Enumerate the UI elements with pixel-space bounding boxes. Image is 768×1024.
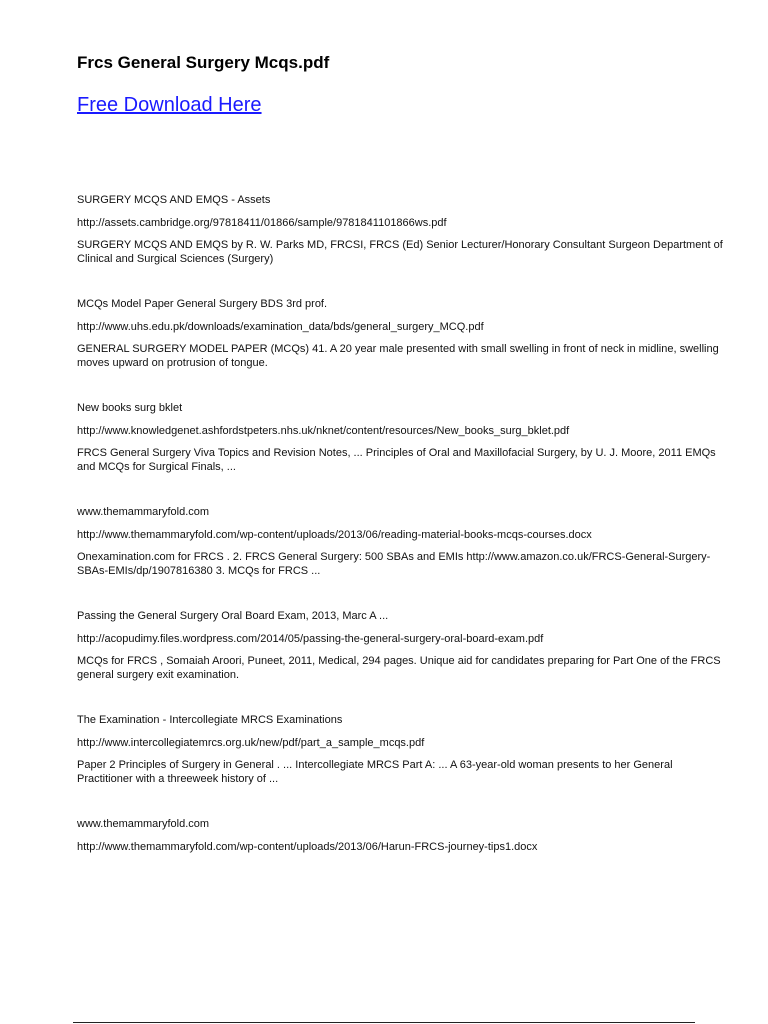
result-title: Passing the General Surgery Oral Board Exam, 2013, Marc A ... xyxy=(77,610,389,622)
result-url: http://acopudimy.files.wordpress.com/2014/05/passing-the-general-surgery-oral-board-exam.pdf xyxy=(77,632,544,645)
result-description: FRCS General Surgery Viva Topics and Revision Notes, ... Principles of Oral and Maxillofacial Surgery, by U. J. Moore, 2011 EMQs and MCQs for Surgical Finals, ... xyxy=(77,447,716,473)
result-entry xyxy=(77,610,727,682)
result-url: http://www.uhs.edu.pk/downloads/examination_data/bds/general_surgery_MCQ.pdf xyxy=(77,320,484,333)
result-description: GENERAL SURGERY MODEL PAPER (MCQs) 41. A 20 year male presented with small swelling in front of neck in midline, swelling moves upward on protrusion of tongue. xyxy=(77,343,719,369)
result-title: New books surg bklet xyxy=(77,402,183,414)
result-url: http://www.intercollegiatemrcs.org.uk/new/pdf/part_a_sample_mcqs.pdf xyxy=(77,736,425,749)
result-description: SURGERY MCQS AND EMQS by R. W. Parks MD, FRCSI, FRCS (Ed) Senior Lecturer/Honorary Consultant Surgeon Department of Clinical and Surgical Sciences (Surgery) xyxy=(77,239,723,265)
result-url: http://www.knowledgenet.ashfordstpeters.nhs.uk/nknet/content/resources/New_books_surg_bklet.pdf xyxy=(77,424,570,437)
result-entry xyxy=(77,298,727,370)
result-title: MCQs Model Paper General Surgery BDS 3rd prof. xyxy=(77,298,328,310)
result-entry xyxy=(77,714,727,786)
result-entry xyxy=(77,194,727,266)
result-description: MCQs for FRCS , Somaiah Aroori, Puneet, 2011, Medical, 294 pages. Unique aid for candidates preparing for Part One of the FRCS general surgery exit examination. xyxy=(77,655,721,681)
document-title: Frcs General Surgery Mcqs.pdf xyxy=(77,53,330,72)
result-title: SURGERY MCQS AND EMQS - Assets xyxy=(77,194,271,206)
result-url: http://assets.cambridge.org/97818411/01866/sample/9781841101866ws.pdf xyxy=(77,216,447,229)
free-download-link[interactable]: Free Download Here xyxy=(77,94,262,116)
result-url: http://www.themammaryfold.com/wp-content/uploads/2013/06/reading-material-books-mcqs-courses.docx xyxy=(77,528,592,541)
result-entry xyxy=(77,818,727,854)
footer-divider xyxy=(73,1022,695,1023)
result-entry xyxy=(77,402,727,474)
result-title: www.themammaryfold.com xyxy=(77,818,210,830)
result-entry xyxy=(77,506,727,578)
result-title: The Examination - Intercollegiate MRCS Examinations xyxy=(77,714,343,726)
result-description: Onexamination.com for FRCS . 2. FRCS General Surgery: 500 SBAs and EMIs http://www.amazon.co.uk/FRCS-General-Surgery-SBAs-EMIs/dp/1907816380 3. MCQs for FRCS ... xyxy=(77,551,711,577)
result-description: Paper 2 Principles of Surgery in General . ... Intercollegiate MRCS Part A: ... A 63-year-old woman presents to her General Practitioner with a threeweek history of ... xyxy=(77,759,673,785)
result-title: www.themammaryfold.com xyxy=(77,506,210,518)
result-url: http://www.themammaryfold.com/wp-content/uploads/2013/06/Harun-FRCS-journey-tips1.docx xyxy=(77,840,538,853)
results-list xyxy=(77,194,727,886)
